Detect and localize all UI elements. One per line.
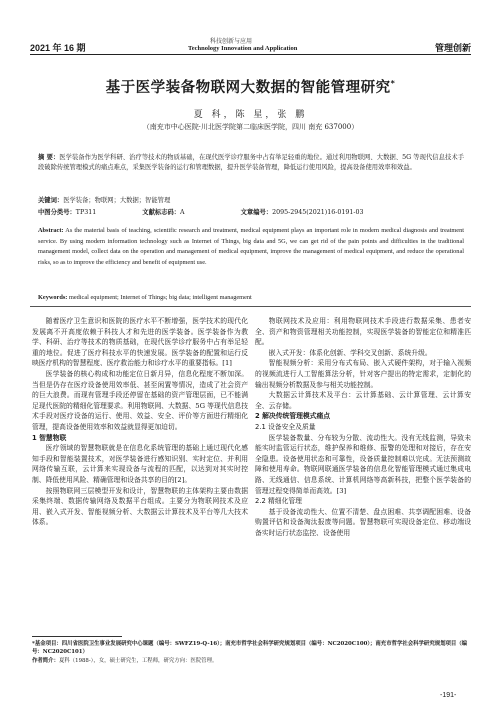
paper-title: 基于医学装备物联网大数据的智能管理研究* — [105, 79, 396, 96]
paragraph: 医疗领域的智慧物联就是在信息化系统管理的基础上通过现代化感知手段和智能装置技术，对医学装备进行感知识别、实时定位、并利用网络传输互联，云计算来实现设备与流程的匹配，以达到对其实时控制、降低使用风险、精确管理和设备共享的目的[2]。 — [32, 444, 248, 484]
paragraph: 物联网技术及应用：利用物联网技术手段进行数据采集、患者安全、资产和物资管理相关功能控制，实现医学装备的智能定位和精准匹配。 — [255, 317, 471, 347]
subsection-heading: 2.2 精细化管理 — [255, 497, 302, 506]
subsection-heading: 2.1 设备安全及质量 — [255, 422, 316, 431]
paragraph: 基于设备流动性大、位置不清楚、盘点困难、共享调配困难、设备购置评估和设备淘汰报废等问题。智慧物联可实现设备定位、移动端设备实时运行状态监控、设备使用 — [255, 507, 471, 537]
keywords-en: Keywords: medical equipment; Internet of Things; big data; intelligent management — [38, 294, 252, 301]
journal-name-zh: 科技创新与应用 — [210, 39, 253, 45]
paragraph: 按照物联网三层模型开发和设计，智慧物联的主体架构主要由数据采集终端、数据传输网络及数据平台组成。主要分为物联网技术及应用、嵌入式开发、智能视频分析、大数据云计算技术及平台等几大技术体系。 — [32, 486, 248, 527]
body-column-right — [255, 316, 471, 538]
paragraph: 大数据云计算技术及平台：云计算基础、云计算管理、云计算安全、云存储。 — [255, 391, 471, 410]
paragraph: 医学装备的核心构成和功能定位日新月异，信息化程度不断加深。当但是仍存在医疗设备使用效率低、甚至闲置等情况，造成了社会资产的巨大浪费。而现有管理手段还停留在基础的资产管理层面，已不能满足现代医院的精细化管理要求。利用物联网、大数据、5G 等现代信息技术手段对医疗设备的运行、使用、效益、安全、评价等方面进行精细化管理，提高设备使用效率和效益就显得更加迫切。 — [32, 369, 248, 431]
paragraph: 智能视频分析：采用分布式布局、嵌入式硬件架构，对于输入视频的视频流进行人工智能算法分析，针对客户提出的特定需求，定制化的输出视频分析数据及参与相关功能控制。 — [255, 359, 471, 389]
page-number: -191- — [440, 692, 457, 699]
issue-label: 2021 年 16 期 — [30, 43, 86, 53]
classification-row: 中图分类号：TP311 文献标志码：A 文章编号：2095-2945(2021)16-0191-03 — [38, 209, 364, 216]
abstract-en: Abstract: As the material basis of teaching, scientific research and treatment, medical equipment plays an important role in modern medical diagnosis and treatment service. By using modern information technology such as Internet of Things, big data and 5G, we can get rid of the pain points and difficulties in the traditional management model, collect data on the operation and management of medical equipment, improve the management of medical equipment, and reduce the operational risks, so as to improve the efficiency and benefit of equipment use. — [38, 227, 464, 267]
author-list: 夏 科，陈 星，张 鹏 — [193, 110, 308, 120]
section-heading: 1 智慧物联 — [32, 433, 67, 442]
section-heading: 2 解决传统管理模式痛点 — [255, 412, 331, 421]
paragraph: 随着医疗卫生意识和医院的医疗水平不断增强，医学技术的现代化发展离不开高度依赖于科技人才和先进的医学装备。医学装备作为教学、科研、治疗等技术的物质基础，在现代医学诊疗服务中占有举足轻重的地位。促进了医疗科技水平的快速发展。医学装备的配置和运行反映医疗机构的智慧程度、医疗救治能力和诊疗水平的重要指标。[1] — [32, 317, 248, 368]
abstract-zh: 摘 要：医学装备作为医学科研、治疗等技术的物质基础，在现代医学诊疗服务中占有举足轻重的地位。通过利用物联网、大数据、5G 等现代信息技术手段破除传统管理模式的痛点难点，采集医学装备的运行和管理数据，提升医学装备管理，降低运行使用风险，提高设备使用效率和效益。 — [38, 154, 464, 171]
paragraph: 嵌入式开发：体系化创新、学科交叉创新、系统升级。 — [268, 348, 432, 357]
paragraph: 医学装备数量、分布较为分散、流动性大。没有无线监测，导致未能实时监管运行状态，维护保养和维修、报警的处理和对接后，存在安全隐患。设备使用状态和可靠性，设备质量控制难以完成。无法预测故障和使用寿命。物联网联通医学装备的信息化智能管理模式通过集成电路、无线通信、信息系统、计算机网络等高新科技，把整个医学装备的管理过程变得简单而高效。[3] — [255, 433, 471, 495]
section-label: 管理创新 — [434, 43, 471, 53]
affiliation: （南充市中心医院·川北医学院第二临床医学院，四川 南充 637000） — [142, 123, 359, 131]
body-column-left — [32, 316, 248, 528]
footnote: *基金项目：四川省医院卫生事业发展研究中心课题（编号：SWFZ19-Q-16）；南充市哲学社会科学研究规划项目（编号：NC2020C100）；南充市哲学社会科学研究规划项目（编号：NC2020C101） 作者简介：夏科（1988-），女，硕士研究生，工程师，研究方向：医院管理。 — [32, 641, 468, 664]
journal-name-en: Technology Innovation and Application — [188, 45, 298, 52]
footnote-rule — [32, 636, 122, 637]
keywords-zh: 关键词：医学装备；物联网；大数据；智能管理 — [38, 197, 171, 204]
header-rule — [30, 54, 471, 55]
abstract-rule — [30, 306, 471, 307]
